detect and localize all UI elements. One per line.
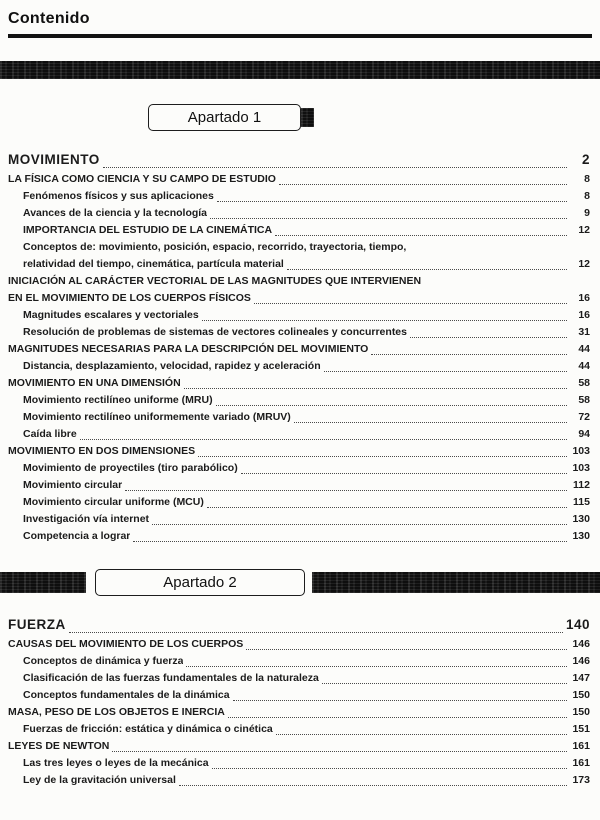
toc-entry [8, 307, 590, 324]
toc-entry [8, 755, 590, 772]
toc-entry-page: 161 [572, 740, 590, 752]
toc-entry-page: 58 [578, 377, 590, 389]
dotted-leader [246, 649, 567, 650]
toc-entry [8, 273, 590, 290]
toc-entry-text: MOVIMIENTO EN UNA DIMENSIÓN [8, 377, 181, 389]
toc-entry-text: Investigación vía internet [23, 513, 150, 525]
toc-entry-text: LA FÍSICA COMO CIENCIA Y SU CAMPO DE ESTUDIO [8, 173, 276, 185]
toc-entry-text: Movimiento rectilíneo uniformemente variado (MRUV) [23, 411, 291, 423]
toc-entry-page: 44 [578, 343, 590, 355]
toc-entry [8, 511, 590, 528]
toc-entry [8, 392, 590, 409]
toc-entry-page: 12 [578, 258, 590, 270]
toc-entry-text: MOVIMIENTO [8, 152, 100, 167]
toc-entry [8, 687, 590, 704]
toc-entry-page: 140 [565, 617, 590, 632]
toc-entry-page: 112 [573, 479, 590, 491]
dotted-leader [241, 473, 567, 474]
dotted-leader [216, 405, 567, 406]
toc-entry-text: Movimiento circular uniforme (MCU) [23, 496, 204, 508]
apartado-1-banner [0, 104, 600, 132]
toc-entry [8, 653, 590, 670]
toc-entry [8, 477, 590, 494]
dotted-leader [212, 768, 567, 769]
dotted-leader [322, 683, 567, 684]
toc-entry-page: 161 [572, 757, 590, 769]
toc-entry [8, 460, 590, 477]
section-apartado-2 [0, 569, 600, 789]
dotted-leader [217, 201, 567, 202]
dotted-leader [294, 422, 567, 423]
toc-entry-page: 173 [572, 774, 590, 786]
toc-entry-text: Las tres leyes o leyes de la mecánica [23, 757, 209, 769]
dotted-leader [287, 269, 567, 270]
toc-entry-page: 103 [572, 462, 590, 474]
toc-entry-text: CAUSAS DEL MOVIMIENTO DE LOS CUERPOS [8, 638, 244, 650]
table-of-contents [0, 104, 600, 789]
apartado-2-label-box [95, 569, 305, 596]
toc-entry-page: 130 [572, 530, 590, 542]
scan-band-left [0, 572, 86, 593]
toc-entry [8, 222, 590, 239]
toc-entries-apartado-1 [0, 149, 600, 545]
toc-entry [8, 738, 590, 755]
toc-entry-text: Conceptos de: movimiento, posición, espacio, recorrido, trayectoria, tiempo, [23, 241, 407, 253]
dotted-leader [103, 167, 567, 168]
dotted-leader [410, 337, 567, 338]
toc-entry-text: Conceptos de dinámica y fuerza [23, 655, 184, 667]
toc-entry [8, 721, 590, 738]
toc-entry-page: 146 [572, 638, 590, 650]
apartado-1-label: Apartado 1 [187, 109, 262, 126]
toc-entry-page: 12 [578, 224, 590, 236]
toc-entry [8, 494, 590, 511]
toc-entry-text: EN EL MOVIMIENTO DE LOS CUERPOS FÍSICOS [8, 292, 251, 304]
toc-entry-text: Resolución de problemas de sistemas de vectores colineales y concurrentes [23, 326, 407, 338]
dotted-leader [371, 354, 567, 355]
toc-entry-text: Movimiento rectilíneo uniforme (MRU) [23, 394, 213, 406]
toc-entry [8, 358, 590, 375]
toc-entry-text: Movimiento de proyectiles (tiro parabólico) [23, 462, 238, 474]
dotted-leader [186, 666, 567, 667]
apartado-1-label-box [148, 104, 301, 131]
toc-entry [8, 426, 590, 443]
section-apartado-1 [0, 104, 600, 545]
toc-entry-text: Fuerzas de fricción: estática y dinámica o cinética [23, 723, 273, 735]
dotted-leader [202, 320, 567, 321]
toc-entries-apartado-2 [0, 614, 600, 789]
toc-entry-text: MAGNITUDES NECESARIAS PARA LA DESCRIPCIÓN DEL MOVIMIENTO [8, 343, 369, 355]
toc-entry [8, 239, 590, 256]
toc-entry [8, 149, 590, 171]
toc-entry-text: Ley de la gravitación universal [23, 774, 176, 786]
toc-entry [8, 772, 590, 789]
dotted-leader [184, 388, 567, 389]
toc-entry-text: Movimiento circular [23, 479, 123, 491]
toc-entry [8, 670, 590, 687]
dotted-leader [275, 235, 567, 236]
toc-entry-page: 16 [578, 309, 590, 321]
toc-entry-text: FUERZA [8, 617, 66, 632]
toc-entry-text: Conceptos fundamentales de la dinámica [23, 689, 230, 701]
toc-entry [8, 636, 590, 653]
toc-entry-page: 150 [572, 706, 590, 718]
toc-entry-text: MASA, PESO DE LOS OBJETOS E INERCIA [8, 706, 225, 718]
dotted-leader [233, 700, 567, 701]
dotted-leader [207, 507, 567, 508]
toc-entry [8, 171, 590, 188]
dotted-leader [228, 717, 567, 718]
toc-entry-page: 146 [572, 655, 590, 667]
toc-entry [8, 188, 590, 205]
dotted-leader [69, 632, 563, 633]
page-header [0, 0, 600, 38]
toc-entry-page: 8 [584, 190, 590, 202]
toc-entry [8, 205, 590, 222]
dotted-leader [125, 490, 567, 491]
toc-entry-page: 103 [572, 445, 590, 457]
toc-entry-text: Fenómenos físicos y sus aplicaciones [23, 190, 214, 202]
dotted-leader [254, 303, 567, 304]
toc-entry-page: 2 [581, 152, 590, 167]
toc-entry-page: 16 [578, 292, 590, 304]
page-title: Contenido [8, 10, 90, 27]
toc-entry [8, 290, 590, 307]
toc-entry [8, 324, 590, 341]
toc-entry [8, 256, 590, 273]
toc-entry-page: 9 [584, 207, 590, 219]
dotted-leader [179, 785, 567, 786]
toc-entry-text: INICIACIÓN AL CARÁCTER VECTORIAL DE LAS MAGNITUDES QUE INTERVIENEN [8, 275, 422, 287]
toc-entry-text: LEYES DE NEWTON [8, 740, 110, 752]
toc-entry-page: 94 [578, 428, 590, 440]
dotted-leader [279, 184, 567, 185]
toc-entry-page: 115 [573, 496, 590, 508]
dotted-leader [80, 439, 567, 440]
toc-entry-page: 72 [578, 411, 590, 423]
toc-entry [8, 704, 590, 721]
toc-entry-page: 58 [578, 394, 590, 406]
toc-entry-page: 44 [578, 360, 590, 372]
dotted-leader [112, 751, 567, 752]
dotted-leader [133, 541, 567, 542]
scan-band-top [0, 61, 600, 79]
toc-entry-page: 151 [572, 723, 590, 735]
apartado-2-banner [0, 569, 600, 597]
toc-entry-page: 150 [572, 689, 590, 701]
toc-entry [8, 528, 590, 545]
dotted-leader [198, 456, 567, 457]
toc-entry [8, 341, 590, 358]
toc-entry-page: 130 [572, 513, 590, 525]
toc-entry-text: IMPORTANCIA DEL ESTUDIO DE LA CINEMÁTICA [23, 224, 273, 236]
header-rule [8, 34, 592, 38]
apartado-2-label: Apartado 2 [163, 574, 237, 591]
toc-entry-text: Distancia, desplazamiento, velocidad, rapidez y aceleración [23, 360, 321, 372]
scan-artifact-icon [301, 108, 314, 127]
toc-entry-page: 8 [584, 173, 590, 185]
scan-band-right [312, 572, 600, 593]
dotted-leader [210, 218, 567, 219]
toc-entry-text: Competencia a lograr [23, 530, 131, 542]
toc-entry [8, 375, 590, 392]
toc-entry-page: 147 [572, 672, 590, 684]
dotted-leader [324, 371, 567, 372]
toc-entry-text: Magnitudes escalares y vectoriales [23, 309, 199, 321]
toc-entry-page: 31 [578, 326, 590, 338]
dotted-leader [276, 734, 567, 735]
toc-entry-text: Avances de la ciencia y la tecnología [23, 207, 208, 219]
toc-entry-text: Clasificación de las fuerzas fundamentales de la naturaleza [23, 672, 319, 684]
toc-entry [8, 614, 590, 636]
toc-entry [8, 409, 590, 426]
toc-entry [8, 443, 590, 460]
toc-entry-text: MOVIMIENTO EN DOS DIMENSIONES [8, 445, 196, 457]
toc-entry-text: Caída libre [23, 428, 77, 440]
toc-entry-text: relatividad del tiempo, cinemática, partícula material [23, 258, 284, 270]
dotted-leader [152, 524, 567, 525]
